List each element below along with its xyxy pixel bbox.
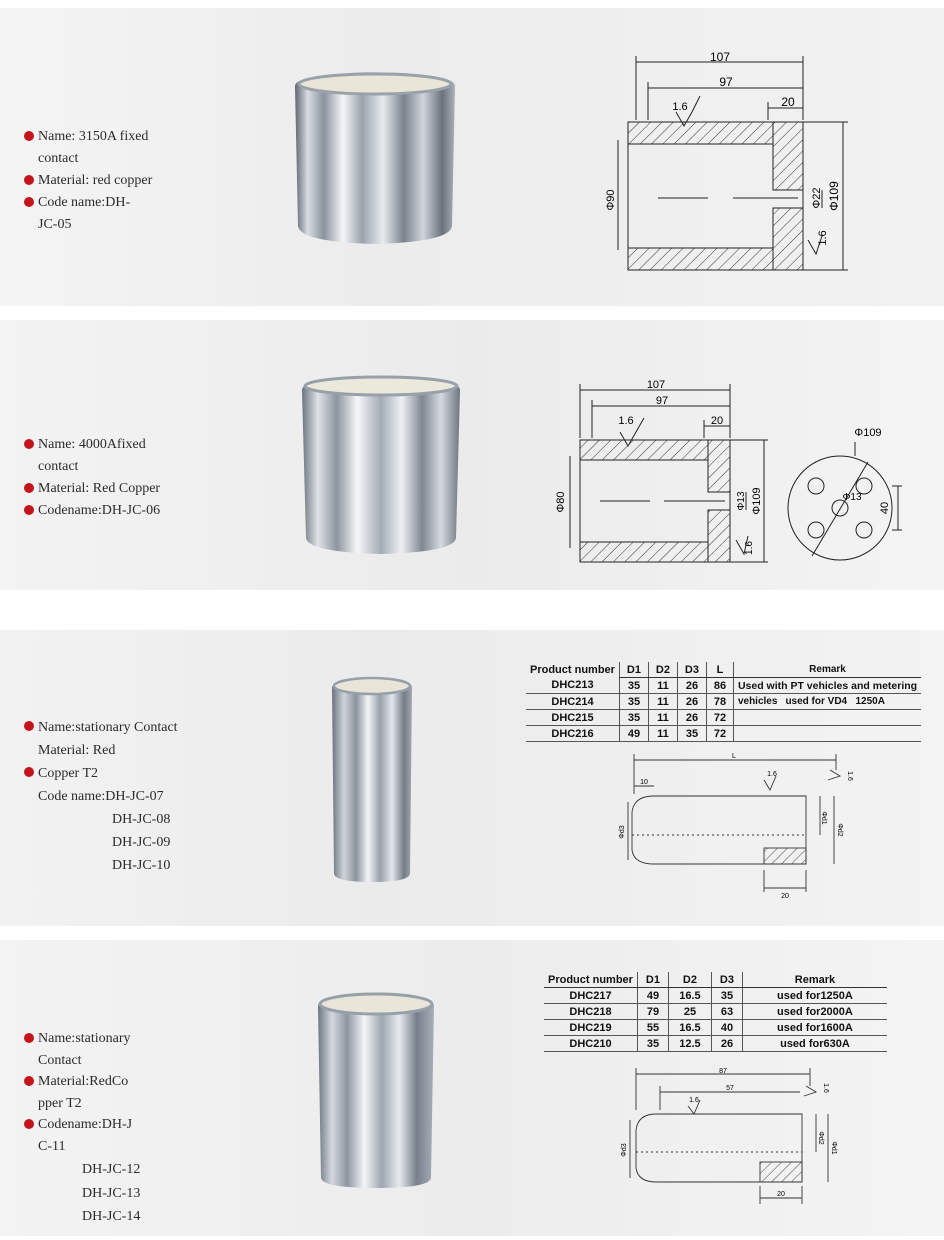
face-dia: Φ109 xyxy=(854,427,882,439)
table-row: DHC219 55 16.5 40 used for1600A xyxy=(544,1020,887,1036)
spec-name: Name:stationary Contact xyxy=(24,716,178,739)
technical-drawing-4 xyxy=(610,1066,850,1211)
dim-d2: Φd2 xyxy=(817,1131,824,1145)
red-bullet-icon xyxy=(24,197,34,207)
technical-drawing-3 xyxy=(608,750,868,905)
table-header: Product number D1 D2 D3 Remark xyxy=(544,972,887,988)
spec-material: Material:RedCo xyxy=(24,1071,140,1093)
dim-overall: 107 xyxy=(646,379,666,391)
technical-drawing-2 xyxy=(550,376,910,571)
technical-drawing-1 xyxy=(598,50,858,285)
dim-dia-hole: Φ13 xyxy=(736,491,747,511)
spec-material: Material: red copper xyxy=(24,170,152,192)
table-row: DHC210 35 12.5 26 used for630A xyxy=(544,1036,887,1052)
dim-dia-hole: Φ22 xyxy=(811,187,823,209)
dim-d1: Φd1 xyxy=(830,1141,837,1155)
dim-roughness: 1.6 xyxy=(689,1097,699,1104)
dim-roughness: 1.6 xyxy=(672,101,688,113)
remark-line: vehicles xyxy=(737,696,778,707)
table-row: DHC217 49 16.5 35 used for1250A xyxy=(544,988,887,1004)
dim-ten: 10 xyxy=(640,779,648,786)
dim-inner: 97 xyxy=(719,75,733,89)
spec-material: Material: Red Copper xyxy=(24,478,160,500)
dim-inner: 57 xyxy=(726,1085,734,1092)
spec-code-cont: JC-05 xyxy=(38,217,72,232)
red-bullet-icon xyxy=(24,767,34,777)
spec-name: Name: 3150A fixed xyxy=(24,126,152,148)
dim-dia-left: Φ80 xyxy=(555,491,567,513)
spec-code-4: DH-JC-10 xyxy=(112,858,171,873)
dim-overall: 107 xyxy=(709,50,731,64)
spec-material-cont: pper T2 xyxy=(38,1095,82,1111)
table-row: DHC214 35 11 26 78 vehicles used for VD4 1250A xyxy=(526,694,921,710)
red-bullet-icon xyxy=(24,483,34,493)
dim-twenty: 20 xyxy=(781,893,789,900)
dim-d3: Φd3 xyxy=(619,825,626,839)
spec-code-cont: C-11 xyxy=(38,1138,66,1154)
dim-roughness-2: 1.6 xyxy=(846,771,853,781)
face-hole: Φ13 xyxy=(842,492,862,503)
red-bullet-icon xyxy=(24,439,34,449)
contact-photo xyxy=(290,66,460,251)
table-row: DHC215 35 11 26 72 xyxy=(526,710,921,726)
spec-material: Material: Red xyxy=(38,743,116,758)
dim-step: 20 xyxy=(710,415,724,427)
spec-list xyxy=(24,1028,140,1228)
red-bullet-icon xyxy=(24,175,34,185)
red-bullet-icon xyxy=(24,131,34,141)
spec-name: Name: 4000Afixed xyxy=(24,434,160,456)
dim-step: 20 xyxy=(781,95,795,109)
table-row: DHC216 49 11 35 72 xyxy=(526,726,921,742)
spec-code: Codename:DH-JC-06 xyxy=(24,500,160,522)
product-table xyxy=(544,972,887,1052)
spec-name-cont: contact xyxy=(38,151,79,166)
red-bullet-icon xyxy=(24,1119,34,1129)
dim-dia-outer: Φ109 xyxy=(827,181,841,211)
product-panel-3 xyxy=(0,630,944,926)
dim-roughness-2: 1.6 xyxy=(817,230,829,246)
spec-code-3: DH-JC-09 xyxy=(112,835,171,850)
spec-name-cont: Contact xyxy=(38,1052,82,1068)
dim-overall: 87 xyxy=(719,1068,727,1075)
product-table xyxy=(526,662,921,742)
table-header: Product number D1 D2 D3 L Remark xyxy=(526,662,921,678)
red-bullet-icon xyxy=(24,1076,34,1086)
spec-list xyxy=(24,434,160,522)
spec-code: Codename:DH-J xyxy=(24,1114,140,1136)
dim-dia-left: Φ90 xyxy=(605,189,617,211)
dim-roughness-2: 1.6 xyxy=(744,541,755,555)
product-panel-4 xyxy=(0,940,944,1236)
red-bullet-icon xyxy=(24,721,34,731)
spec-name-cont: contact xyxy=(38,459,79,474)
spec-code-2: DH-JC-12 xyxy=(82,1162,141,1177)
contact-photo xyxy=(328,674,416,889)
remark-extra: used for VD4 1250A xyxy=(785,696,885,707)
spec-code: Code name:DH- xyxy=(24,192,152,214)
dim-inner: 97 xyxy=(655,395,669,407)
dim-roughness: 1.6 xyxy=(618,415,634,427)
contact-photo xyxy=(296,374,466,561)
spec-list xyxy=(24,126,152,236)
spec-code: Code name:DH-JC-07 xyxy=(38,789,164,804)
dim-d2: Φd2 xyxy=(836,823,843,837)
product-panel-2 xyxy=(0,320,944,590)
red-bullet-icon xyxy=(24,505,34,515)
contact-photo xyxy=(314,990,438,1195)
face-pitch: 40 xyxy=(879,501,891,515)
spec-name: Name:stationary xyxy=(24,1028,140,1050)
dim-d3: Φd3 xyxy=(621,1143,628,1157)
dim-twenty: 20 xyxy=(777,1191,785,1198)
table-row: DHC213 35 11 26 86 Used with PT vehicles and metering xyxy=(526,678,921,694)
product-panel-1 xyxy=(0,8,944,306)
dim-l: L xyxy=(732,753,736,760)
spec-code-2: DH-JC-08 xyxy=(112,812,171,827)
spec-code-4: DH-JC-14 xyxy=(82,1209,141,1224)
dim-roughness-2: 1.6 xyxy=(822,1083,829,1093)
red-bullet-icon xyxy=(24,1033,34,1043)
dim-roughness: 1.6 xyxy=(767,771,777,778)
dim-dia-outer: Φ109 xyxy=(751,487,763,515)
spec-code-3: DH-JC-13 xyxy=(82,1185,141,1201)
spec-list xyxy=(24,716,178,877)
dim-d1: Φd1 xyxy=(820,811,827,825)
table-row: DHC218 79 25 63 used for2000A xyxy=(544,1004,887,1020)
spec-material-cont: Copper T2 xyxy=(24,762,178,785)
